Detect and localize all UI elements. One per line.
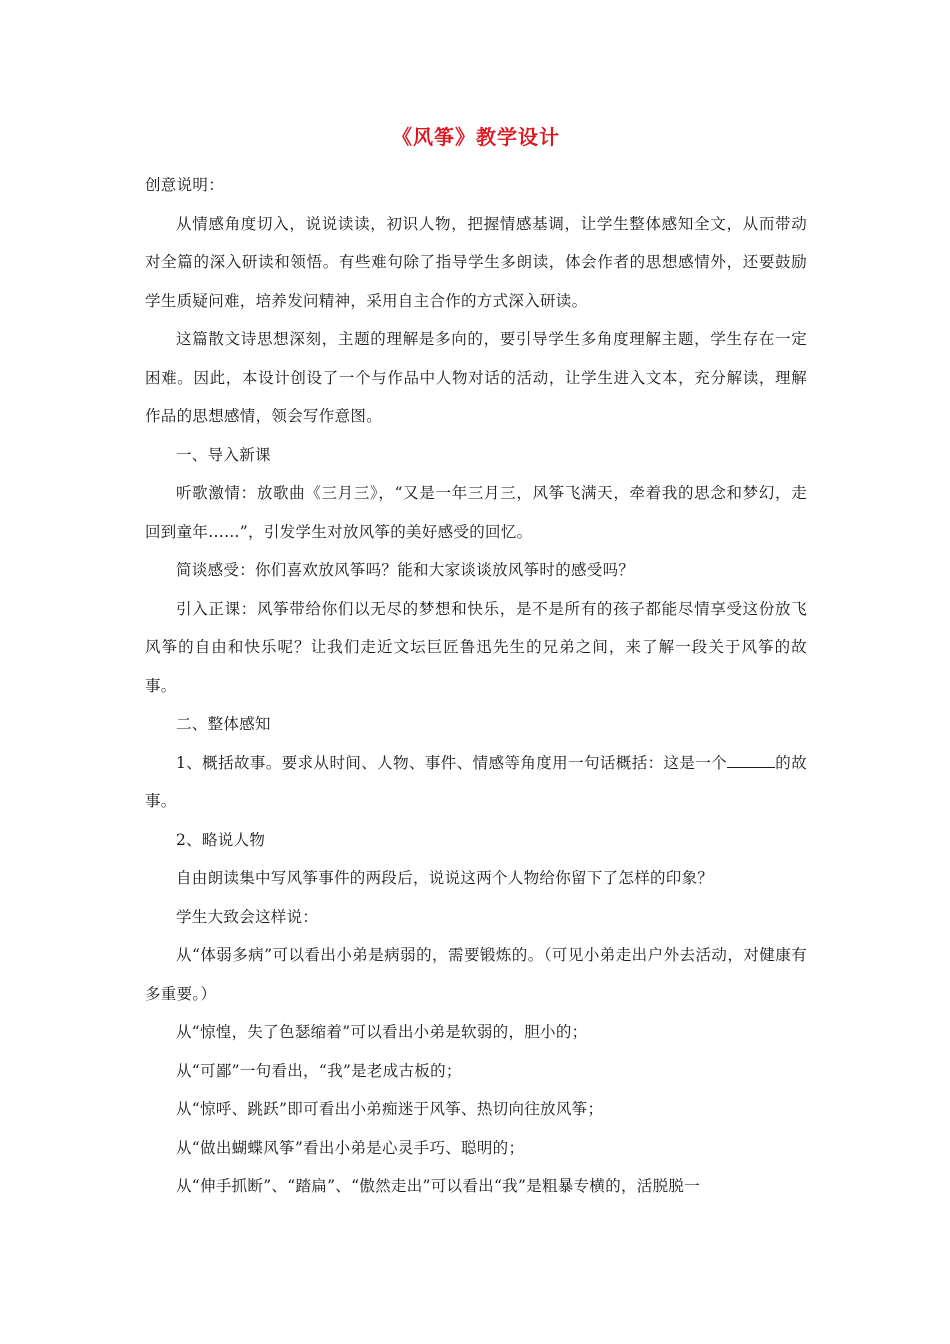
item1-text-end: 的故事。 [145, 753, 807, 810]
section1-paragraph-3: 引入正课：风筝带给你们以无尽的梦想和快乐，是不是所有的孩子都能尽情享受这份放飞风筝的自由和快乐呢？让我们走近文坛巨匠鲁迅先生的兄弟之间，来了解一段关于风筝的故事。 [145, 599, 807, 695]
section2-paragraph-9: 从“伸手抓断”、“踏扁”、“傲然走出”可以看出“我”是粗暴专横的，活脱脱一 [176, 1177, 700, 1195]
section2-paragraph-6: 从“可鄙”一句看出，“我”是老成古板的； [176, 1061, 462, 1080]
fill-in-blank [727, 753, 775, 768]
section-heading-2: 二、整体感知 [176, 715, 271, 733]
section2-paragraph-4: 从“体弱多病”可以看出小弟是病弱的，需要锻炼的。（可见小弟走出户外去活动，对健康有多重要。） [145, 946, 807, 1003]
section1-paragraph-1: 听歌激情：放歌曲《三月三》，“又是一年三月三，风筝飞满天，牵着我的思念和梦幻，走回到童年……”，引发学生对放风筝的美好感受的回忆。 [145, 484, 807, 541]
intro-paragraph-2: 这篇散文诗思想深刻，主题的理解是多向的，要引导学生多角度理解主题，学生存在一定困难。因此，本设计创设了一个与作品中人物对话的活动，让学生进入文本，充分解读，理解作品的思想感情，领会写作意图。 [145, 330, 807, 425]
section2-paragraph-8: 从“做出蝴蝶风筝”看出小弟是心灵手巧、聪明的； [176, 1138, 525, 1157]
section2-paragraph-7: 从“惊呼、跳跃”即可看出小弟痴迷于风筝、热切向往放风筝； [176, 1100, 604, 1118]
section-heading-1: 一、导入新课 [176, 445, 271, 464]
item1-text: 1、概括故事。要求从时间、人物、事件、情感等角度用一句话概括：这是一个 [176, 753, 728, 772]
intro-paragraph-1: 从情感角度切入，说说读读，初识人物，把握情感基调，让学生整体感知全文，从而带动对全篇的深入研读和领悟。有些难句除了指导学生多朗读，体会作者的思想感情外，还要鼓励学生质疑问难，培养发问精神，采用自主合作的方式深入研读。 [145, 214, 807, 310]
section2-paragraph-2: 自由朗读集中写风筝事件的两段后，说说这两个人物给你留下了怎样的印象？ [176, 869, 714, 887]
section2-paragraph-5: 从“惊惶，失了色瑟缩着”可以看出小弟是软弱的，胆小的； [176, 1023, 588, 1041]
section2-item-1 [145, 744, 807, 821]
document-page [145, 118, 807, 1206]
section1-paragraph-2: 简谈感受：你们喜欢放风筝吗？能和大家谈谈放风筝时的感受吗？ [176, 561, 635, 579]
section2-item-2: 2、略说人物 [176, 830, 266, 849]
intro-heading: 创意说明： [145, 176, 225, 194]
document-title: 《风筝》教学设计 [392, 125, 560, 149]
section2-paragraph-3: 学生大致会这样说： [176, 907, 319, 926]
